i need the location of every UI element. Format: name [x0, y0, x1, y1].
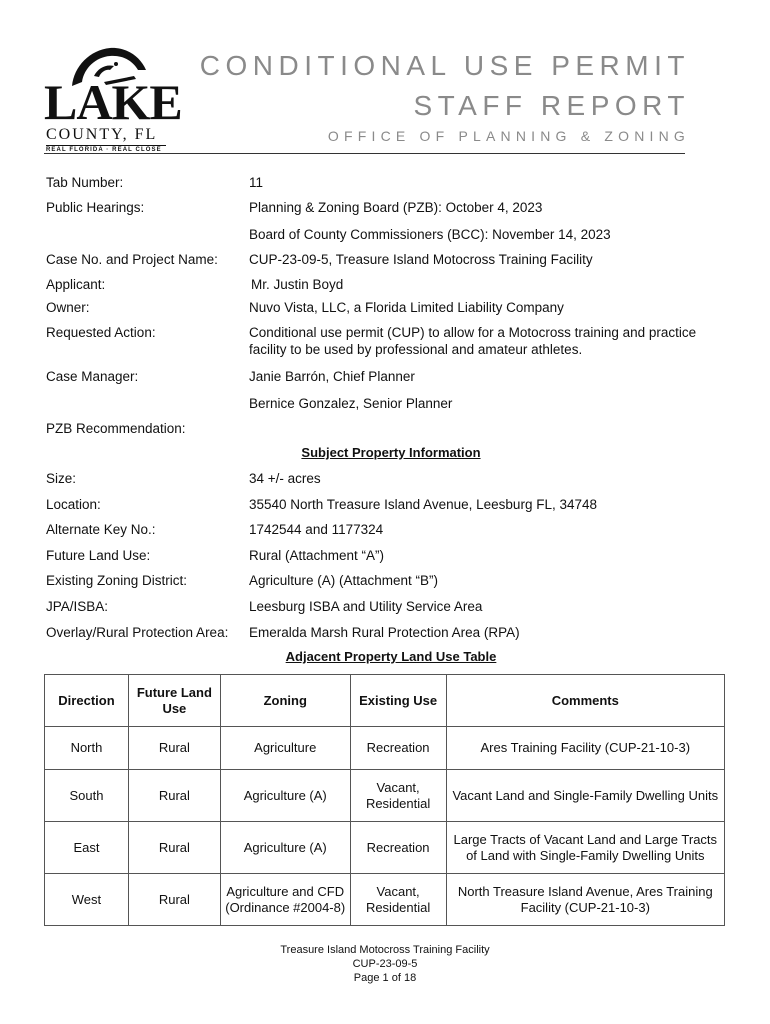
adjacent-table-heading: Adjacent Property Land Use Table: [285, 649, 497, 664]
adjacent-land-use-table: [44, 674, 725, 926]
zoning-value: Agriculture (A) (Attachment “B”): [249, 573, 439, 588]
column-header: Comments: [446, 675, 724, 727]
logo-tagline: REAL FLORIDA · REAL CLOSE: [46, 147, 162, 153]
table-cell: East: [45, 822, 129, 874]
table-cell: North: [45, 727, 129, 770]
page-footer: [0, 943, 770, 985]
table-row: [45, 770, 725, 822]
tab-number-value: 11: [249, 175, 264, 190]
column-header: Future Land Use: [128, 675, 220, 727]
tab-number-label: Tab Number:: [46, 175, 124, 190]
table-cell: Recreation: [350, 727, 446, 770]
requested-action-value: Conditional use permit (CUP) to allow for a Motocross training and practice facility to be used by professional and amateur athletes.: [249, 325, 697, 357]
owner-label: Owner:: [46, 300, 90, 315]
zoning-label: Existing Zoning District:: [46, 573, 188, 588]
overlay-label: Overlay/Rural Protection Area:: [46, 625, 229, 640]
table-header-row: [45, 675, 725, 727]
table-cell: Large Tracts of Vacant Land and Large Tracts of Land with Single-Family Dwelling Units: [446, 822, 724, 874]
size-label: Size:: [46, 471, 77, 486]
table-cell: Ares Training Facility (CUP-21-10-3): [446, 727, 724, 770]
report-title-line1: CONDITIONAL USE PERMIT: [199, 50, 690, 81]
table-cell: Agriculture and CFD (Ordinance #2004-8): [220, 874, 350, 926]
jpa-value: Leesburg ISBA and Utility Service Area: [249, 599, 483, 614]
owner-value: Nuvo Vista, LLC, a Florida Limited Liability Company: [249, 300, 564, 315]
public-hearings-label: Public Hearings:: [46, 200, 145, 215]
logo-wordmark: LAKE: [44, 74, 182, 130]
case-manager-2: Bernice Gonzalez, Senior Planner: [249, 396, 453, 411]
table-cell: Rural: [128, 874, 220, 926]
location-label: Location:: [46, 497, 101, 512]
table-cell: South: [45, 770, 129, 822]
case-manager-1: Janie Barrón, Chief Planner: [249, 369, 415, 384]
overlay-value: Emeralda Marsh Rural Protection Area (RPA): [249, 625, 520, 640]
subject-property-heading: Subject Property Information: [301, 445, 481, 460]
case-value: CUP-23-09-5, Treasure Island Motocross Training Facility: [249, 252, 593, 267]
table-cell: Vacant, Residential: [350, 874, 446, 926]
logo-county: COUNTY, FL: [46, 126, 158, 143]
table-cell: Vacant Land and Single-Family Dwelling Units: [446, 770, 724, 822]
pzb-hearing-value: Planning & Zoning Board (PZB): October 4, 2023: [249, 200, 543, 215]
future-land-use-label: Future Land Use:: [46, 548, 151, 563]
location-value: 35540 North Treasure Island Avenue, Leesburg FL, 34748: [249, 497, 597, 512]
table-cell: Agriculture (A): [220, 822, 350, 874]
lake-county-logo: [44, 46, 182, 156]
alternate-key-label: Alternate Key No.:: [46, 522, 156, 537]
table-cell: Agriculture (A): [220, 770, 350, 822]
column-header: Direction: [45, 675, 129, 727]
size-value: 34 +/- acres: [249, 471, 321, 486]
table-cell: Rural: [128, 822, 220, 874]
column-header: Zoning: [220, 675, 350, 727]
applicant-label: Applicant:: [46, 277, 106, 292]
table-cell: Rural: [128, 727, 220, 770]
footer-case: CUP-23-09-5: [352, 958, 418, 970]
office-name: OFFICE OF PLANNING & ZONING: [327, 128, 690, 144]
footer-project: Treasure Island Motocross Training Facility: [280, 944, 490, 956]
logo-divider: [46, 145, 166, 146]
jpa-label: JPA/ISBA:: [46, 599, 109, 614]
future-land-use-value: Rural (Attachment “A”): [249, 548, 385, 563]
table-row: [45, 874, 725, 926]
table-row: [45, 822, 725, 874]
requested-action-label: Requested Action:: [46, 325, 156, 340]
table-cell: West: [45, 874, 129, 926]
footer-page-number: Page 1 of 18: [353, 972, 417, 984]
table-cell: Agriculture: [220, 727, 350, 770]
table-row: [45, 727, 725, 770]
case-label: Case No. and Project Name:: [46, 252, 218, 267]
report-title-line2: STAFF REPORT: [413, 90, 690, 121]
alternate-key-value: 1742544 and 1177324: [249, 522, 384, 537]
pzb-recommendation-label: PZB Recommendation:: [46, 421, 186, 436]
table-cell: North Treasure Island Avenue, Ares Training Facility (CUP-21-10-3): [446, 874, 724, 926]
table-cell: Rural: [128, 770, 220, 822]
header-rule: [44, 153, 685, 154]
applicant-value: Mr. Justin Boyd: [251, 277, 344, 292]
bcc-hearing-value: Board of County Commissioners (BCC): November 14, 2023: [249, 227, 611, 242]
case-manager-label: Case Manager:: [46, 369, 139, 384]
table-cell: Recreation: [350, 822, 446, 874]
column-header: Existing Use: [350, 675, 446, 727]
table-cell: Vacant, Residential: [350, 770, 446, 822]
